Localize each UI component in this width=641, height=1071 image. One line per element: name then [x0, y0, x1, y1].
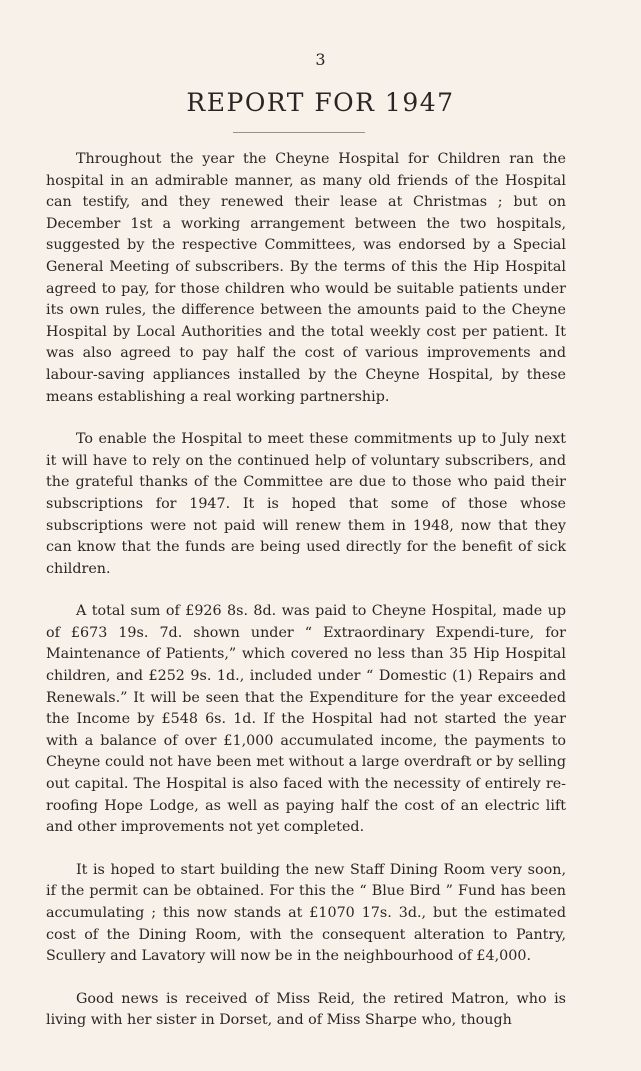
paragraph-cheyne-arrangement: Throughout the year the Cheyne Hospital for Children ran the hospital in an admirable manner, as many old friends of the Hospital can testify, and they renewed their lease at Christmas ; but on December 1st a working arrangement between the two hospitals, suggested by the respective Committees, was endorsed by a Special General Meeting of subscribers. By the terms of this the Hip Hospital agreed to pay, for those children who would be suitable patients under its own rules, the difference between the amounts paid to the Cheyne Hospital by Local Authorities and the total weekly cost per patient. It was also agreed to pay half the cost of various improvements and labour-saving appliances installed by the Cheyne Hospital, by these means establishing a real working partnership.	[46, 151, 566, 405]
page-number: 3	[315, 50, 326, 69]
paragraph-subscribers: To enable the Hospital to meet these commitments up to July next it will have to rely on the continued help of voluntary subscribers, and the grateful thanks of the Committee are due to those who paid their subscriptions for 1947. It is hoped that some of those whose subscriptions were not paid will renew them in 1948, now that they can know that the funds are being used directly for the benefit of sick children.	[46, 431, 566, 577]
paragraph-expenditure: A total sum of £926 8s. 8d. was paid to Cheyne Hospital, made up of £673 19s. 7d. shown under “ Extraordinary Expendi-ture, for Maintenance of Patients,” which covered no less than 35 Hip Hospital children, and £252 9s. 1d., included under “ Domestic (1) Repairs and Renewals.” It will be seen that the Expenditure for the year exceeded the Income by £548 6s. 1d. If the Hospital had not started the year with a balance of over £1,000 accumulated income, the payments to Cheyne could not have been met without a large overdraft or by selling out capital. The Hospital is also faced with the necessity of entirely re-roofing Hope Lodge, as well as paying half the cost of an electric lift and other improvements not yet completed.	[46, 603, 566, 836]
title-divider	[233, 132, 365, 133]
page-title: REPORT FOR 1947	[186, 88, 455, 117]
paragraph-dining-room: It is hoped to start building the new Staff Dining Room very soon, if the permit can be obtained. For this the “ Blue Bird ” Fund has been accumulating ; this now stands at £1070 17s. 3d., but the estimated cost of the Dining Room, with the consequent alteration to Pantry, Scullery and Lavatory will now be in the neighbourhood of £4,000.	[46, 861, 566, 965]
paragraph-staff-news: Good news is received of Miss Reid, the retired Matron, who is living with her sister in Dorset, and of Miss Sharpe who, though	[46, 990, 566, 1029]
report-body	[46, 149, 566, 1053]
